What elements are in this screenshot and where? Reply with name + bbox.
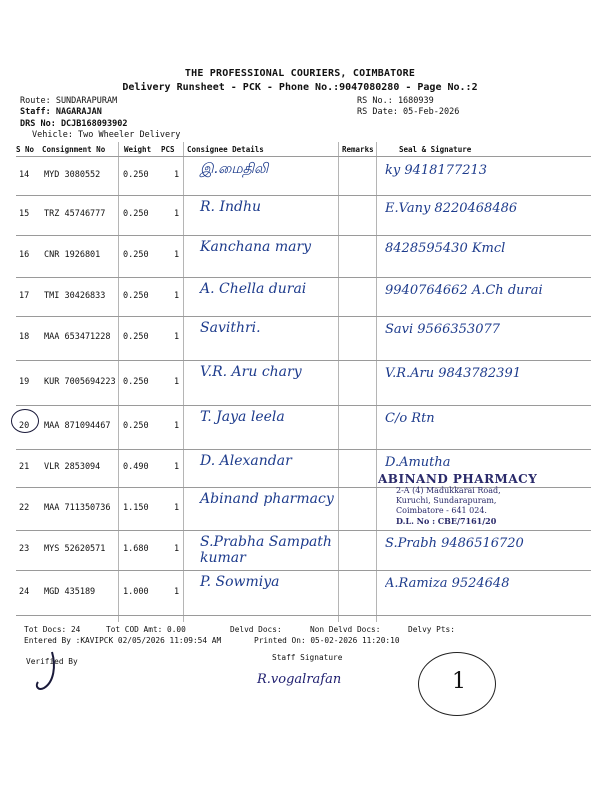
row-sno: 17 — [19, 291, 30, 301]
row-consignee-handwritten: P. Sowmiya — [200, 574, 280, 590]
row-signature-handwritten: Savi 9566353077 — [385, 322, 501, 337]
row-weight: 0.490 — [123, 462, 149, 472]
staff-label: Staff: NAGARAJAN — [20, 107, 102, 117]
row-consignee-handwritten: T. Jaya leela — [200, 409, 285, 425]
drs-label: DRS No: DCJB168093902 — [20, 119, 128, 129]
row-divider — [16, 570, 591, 571]
col-sno: S No — [16, 145, 35, 154]
row-pcs: 1 — [174, 462, 180, 472]
col-seal-signature: Seal & Signature — [399, 145, 472, 154]
row-sno: 22 — [19, 503, 30, 513]
row-signature-handwritten: C/o Rtn — [385, 411, 435, 426]
row-signature-handwritten: A.Ramiza 9524648 — [385, 576, 510, 591]
row-signature-handwritten: D.Amutha — [385, 455, 451, 470]
row-consignee-handwritten: A. Chella durai — [200, 281, 307, 297]
tot-docs: Tot Docs: 24 — [24, 625, 81, 634]
col-weight: Weight — [124, 145, 152, 154]
stamp-line1: 2-A (4) Madukkarai Road, — [396, 486, 501, 495]
row-consignee-handwritten: V.R. Aru chary — [200, 364, 302, 380]
row-sno: 23 — [19, 544, 30, 554]
row-pcs: 1 — [174, 421, 180, 431]
row-pcs: 1 — [174, 377, 180, 387]
row-weight: 0.250 — [123, 421, 149, 431]
row-signature-handwritten: E.Vany 8220468486 — [385, 201, 518, 216]
row-consignee-handwritten: D. Alexandar — [200, 453, 292, 469]
row-divider — [16, 449, 591, 450]
delvy-pts: Delvy Pts: — [408, 625, 455, 634]
row-weight: 0.250 — [123, 291, 149, 301]
company-title: THE PROFESSIONAL COURIERS, COIMBATORE — [184, 68, 416, 79]
row-consignment-no: MAA 653471228 — [44, 332, 111, 342]
row-consignment-no: MAA 871094467 — [44, 421, 111, 431]
row-sno: 24 — [19, 587, 30, 597]
row-signature-handwritten: ky 9418177213 — [385, 163, 488, 178]
row-pcs: 1 — [174, 170, 180, 180]
row-pcs: 1 — [174, 209, 180, 219]
column-divider — [376, 142, 377, 622]
row-weight: 0.250 — [123, 250, 149, 260]
row-divider — [16, 405, 591, 406]
col-pcs: PCS — [161, 145, 175, 154]
circled-sno-20 — [11, 409, 39, 433]
row-sno: 16 — [19, 250, 30, 260]
pharmacy-stamp — [378, 472, 578, 534]
col-consignment: Consignment No — [42, 145, 106, 154]
column-divider — [183, 142, 184, 622]
row-signature-handwritten: 8428595430 Kmcl — [385, 241, 506, 256]
row-weight: 1.000 — [123, 587, 149, 597]
row-divider — [16, 360, 591, 361]
row-divider — [16, 316, 591, 317]
row-signature-handwritten: V.R.Aru 9843782391 — [385, 366, 521, 381]
col-remarks: Remarks — [342, 145, 374, 154]
stamp-line2: Kuruchi, Sundarapuram, — [396, 496, 497, 505]
runsheet-title: Delivery Runsheet - PCK - Phone No.:9047080280 - Page No.:2 — [122, 82, 478, 93]
entered-by: Entered By :KAVIPCK 02/05/2026 11:09:54 AM — [24, 636, 222, 645]
staff-signature-label: Staff Signature — [272, 653, 343, 662]
route-label: Route: SUNDARAPURAM — [20, 96, 118, 106]
row-consignee-handwritten: S.Prabha Sampath kumar — [200, 534, 332, 566]
row-consignment-no: MYD 3080552 — [44, 170, 101, 180]
row-pcs: 1 — [174, 332, 180, 342]
printed-on: Printed On: 05-02-2026 11:20:10 — [254, 636, 400, 645]
row-consignee-handwritten: இ.மைதிலி — [200, 161, 269, 177]
row-divider — [16, 277, 591, 278]
row-weight: 1.150 — [123, 503, 149, 513]
row-divider — [16, 195, 591, 196]
row-sno: 19 — [19, 377, 30, 387]
row-signature-handwritten: S.Prabh 9486516720 — [385, 536, 524, 551]
row-consignment-no: TMI 30426833 — [44, 291, 106, 301]
row-signature-handwritten: 9940764662 A.Ch durai — [385, 283, 543, 298]
row-weight: 0.250 — [123, 209, 149, 219]
row-sno: 18 — [19, 332, 30, 342]
stamp-name: ABINAND PHARMACY — [378, 472, 538, 486]
row-weight: 0.250 — [123, 170, 149, 180]
row-pcs: 1 — [174, 503, 180, 513]
row-consignment-no: CNR 1926801 — [44, 250, 101, 260]
row-consignment-no: VLR 2853094 — [44, 462, 101, 472]
row-consignment-no: MGD 435189 — [44, 587, 96, 597]
row-consignee-handwritten: Kanchana mary — [200, 239, 312, 255]
tot-cod-amt: Tot COD Amt: 0.00 — [106, 625, 186, 634]
row-consignment-no: KUR 7005694223 — [44, 377, 116, 387]
row-weight: 0.250 — [123, 332, 149, 342]
row-sno: 15 — [19, 209, 30, 219]
verified-by-label: Verified By — [26, 657, 78, 666]
row-sno: 14 — [19, 170, 30, 180]
row-sno: 21 — [19, 462, 30, 472]
non-delvd-docs: Non Delvd Docs: — [310, 625, 381, 634]
row-weight: 1.680 — [123, 544, 149, 554]
row-consignment-no: TRZ 45746777 — [44, 209, 106, 219]
verified-signature-mark — [30, 648, 70, 694]
row-consignee-handwritten: Savithri. — [200, 320, 261, 336]
rs-no: RS No.: 1680939 — [357, 96, 434, 106]
row-sno: 20 — [19, 421, 30, 431]
stamp-line4: D.L. No : CBE/7161/20 — [396, 516, 497, 526]
row-pcs: 1 — [174, 291, 180, 301]
row-consignee-handwritten: Abinand pharmacy — [200, 491, 334, 507]
col-consignee: Consignee Details — [187, 145, 264, 154]
stamp-line3: Coimbatore - 641 024. — [396, 506, 487, 515]
rs-date: RS Date: 05-Feb-2026 — [357, 107, 460, 117]
staff-handwritten-signature: R.vogalrafan — [257, 672, 342, 687]
delvd-docs: Delvd Docs: — [230, 625, 282, 634]
row-weight: 0.250 — [123, 377, 149, 387]
circled-number — [418, 652, 496, 716]
row-pcs: 1 — [174, 587, 180, 597]
row-consignee-handwritten: R. Indhu — [200, 199, 261, 215]
circled-number-text: 1 — [452, 669, 466, 694]
column-divider — [118, 142, 119, 622]
row-divider — [16, 615, 591, 616]
row-divider — [16, 235, 591, 236]
header-divider — [16, 156, 591, 157]
row-pcs: 1 — [174, 250, 180, 260]
row-pcs: 1 — [174, 544, 180, 554]
row-consignment-no: MYS 52620571 — [44, 544, 106, 554]
row-consignment-no: MAA 711350736 — [44, 503, 111, 513]
vehicle-label: Vehicle: Two Wheeler Delivery — [32, 130, 181, 140]
